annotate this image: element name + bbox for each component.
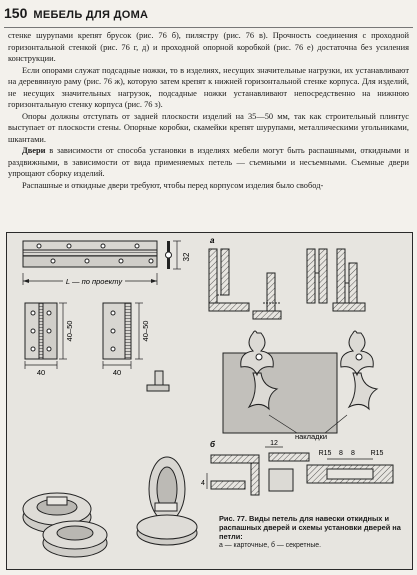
- running-title: МЕБЕЛЬ ДЛЯ ДОМА: [33, 9, 149, 21]
- dim-40-50-right: 40–50: [141, 320, 150, 342]
- figure-77: [6, 232, 413, 570]
- dim-40-left: 40: [36, 368, 46, 377]
- label-a: а: [210, 236, 215, 245]
- label-b: б: [210, 440, 215, 449]
- length-dimension: [23, 273, 157, 286]
- paragraph: Распашные и откидные двери требуют, чтобы перед корпусом изделия было свобод-: [22, 180, 324, 190]
- dim-length: L — по проекту: [65, 277, 123, 286]
- secret-hinge-3d: [23, 457, 197, 557]
- caption-legend: а — карточные, б — секретные.: [219, 542, 322, 549]
- paragraph: [8, 145, 409, 180]
- page-number: 150: [4, 5, 28, 21]
- body-text: [8, 30, 409, 191]
- dim-4: 4: [201, 480, 205, 487]
- installation-section-a: [209, 249, 365, 319]
- term-doors: Двери: [22, 146, 46, 155]
- paragraph-rest: в зависимости от способа установки в изделиях мебели могут быть распашными, откидными и раздвижными, в зависимости от вида применяемых петель — съемными и несъемными. Съемные двери упрощают сборку изделий.: [8, 146, 409, 178]
- card-hinge-open: [25, 303, 74, 377]
- dim-r15-right: R15: [370, 450, 384, 457]
- door-with-overlays: [223, 331, 377, 441]
- overlays-label: накладки: [294, 432, 328, 441]
- paragraph: Опоры должны отступать от задней плоскости изделий на 35—50 мм, так как строительный плинтус выступает от плоскости стены. Опорные коробки, скамейки крепят шурупами, металлическими угольниками, шкантами.: [8, 111, 409, 144]
- dim-8-b: 8: [351, 450, 355, 457]
- figure-caption: [219, 514, 407, 550]
- dim-r15-left: R15: [318, 450, 332, 457]
- dim-32: 32: [182, 252, 191, 262]
- dim-8-a: 8: [339, 450, 343, 457]
- paragraph: Если опорами служат подсадные ножки, то в изделиях, несущих значительные нагрузки, их устанавливают на деревянную раму (рис. 76 ж), которую затем крепят к нижней горизонтальной стенке корпуса. Для изделий, не несущих значительных нагрузок, подсадные ножки устанавливают непосредственно на нижнюю горизонтальную стенку корпуса (рис. 76 з).: [8, 65, 409, 109]
- installation-section-b: [201, 440, 393, 495]
- dim-40-right: 40: [112, 368, 122, 377]
- dim-12: 12: [270, 440, 278, 447]
- dim-40-50-left: 40–50: [65, 320, 74, 342]
- card-hinge-folded: [103, 303, 169, 391]
- running-header: [4, 5, 413, 28]
- caption-title: Рис. 77. Виды петель для навески откидных и распашных дверей и схемы установки дверей на петли:: [219, 514, 401, 541]
- paragraph: стенке шурупами крепят брусок (рис. 76 б), пилястру (рис. 76 в). Прочность соединения с проходной горизонтальной стенкой (рис. 76 г, д) и проходной опорной коробкой (рис. 76 е) достаточна без усиления конструкции.: [8, 31, 409, 63]
- hinge-profile: [166, 241, 192, 269]
- piano-hinge: [23, 241, 157, 267]
